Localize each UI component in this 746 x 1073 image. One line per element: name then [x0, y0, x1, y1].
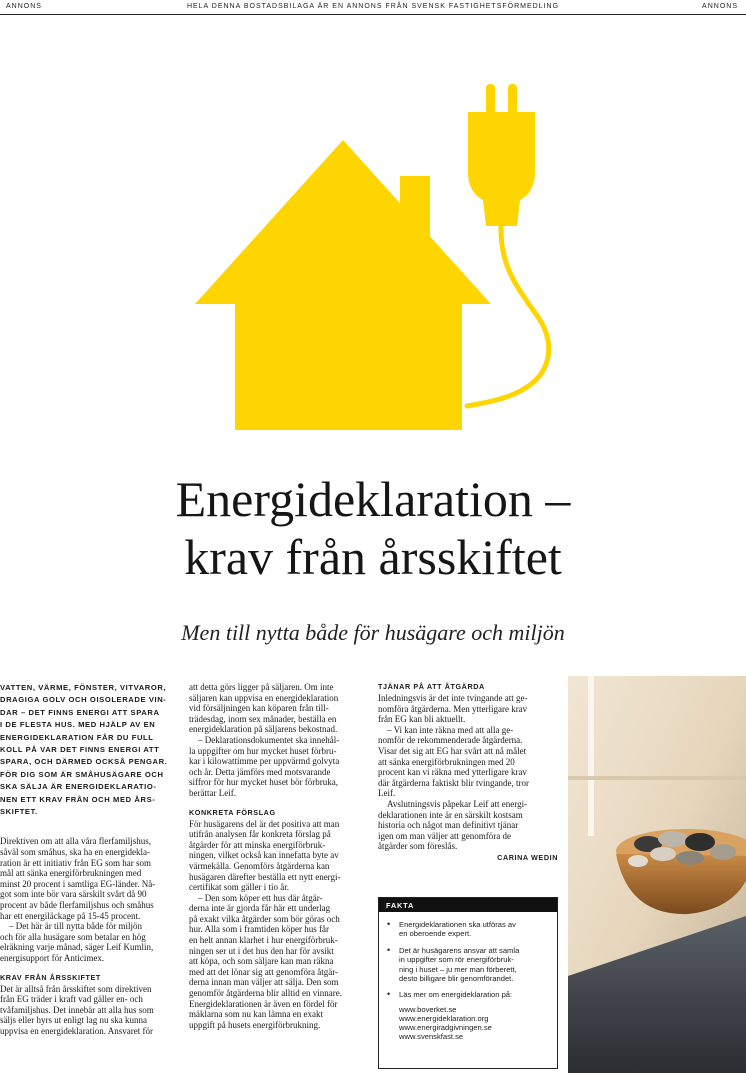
- text-line: mål att sänka energiförbrukningen med: [0, 868, 142, 879]
- ingress: [0, 682, 180, 818]
- text-line: got som inte bör vara särskilt svårt då 90: [0, 889, 147, 900]
- byline: CARINA WEDIN: [497, 852, 558, 862]
- ingress-line: SPARA, OCH DÄRMED OCKSÅ PENGAR.: [0, 757, 168, 767]
- header-right-label: ANNONS: [702, 3, 738, 10]
- fakta-list: [379, 920, 557, 1000]
- text-line: – Deklarationsdokumentet ska innehål-: [189, 734, 340, 745]
- ingress-line: I DE FLESTA HUS. MED HJÄLP AV EN: [0, 720, 156, 730]
- ingress-line: VATTEN, VÄRME, FÖNSTER, VITVAROR,: [0, 683, 167, 692]
- text-line: trädesdag, inom sex månader, beställa en: [189, 713, 337, 724]
- text-line: Direktiven om att alla våra flerfamiljshus,: [0, 836, 151, 847]
- ingress-line: SKA SÄLJA ÄR ENERGIDEKLARATIO-: [0, 782, 157, 792]
- text-line: att köpa, och som säljare kan man räkna: [189, 956, 334, 967]
- text-line: ningen ser ut i det hus den har för avsikt: [189, 945, 334, 956]
- text-line: tvåfamiljshus. Det innebär att alla hus som: [0, 1004, 154, 1015]
- fakta-item: [387, 946, 549, 984]
- text-line: att sänka energiförbrukningen med 20: [378, 756, 515, 767]
- text-line: Det är alltså från årsskiftet som direktiven: [0, 983, 152, 994]
- house-plug-illustration: [190, 80, 570, 430]
- text-line: kar i kilowattimme per uppvärmd golvyta: [189, 756, 340, 767]
- fakta-item: [387, 990, 549, 999]
- text-line: där åtgärderna faktiskt blir tvingande, tror: [378, 777, 529, 788]
- text-line: elräkning varje månad, säger Leif Kumlin,: [0, 942, 154, 953]
- body-paragraph: [0, 836, 180, 963]
- text-line: från EG träder i kraft vad gäller en- och: [0, 994, 143, 1005]
- text-line: igen om man väljer att genomföra de: [378, 830, 511, 841]
- text-line: säljs eller hyrs ut enligt lag nu ska kunna: [0, 1015, 147, 1026]
- text-line: Läs mer om energideklaration på:: [399, 990, 513, 1000]
- text-line: energideklaration på säljarens bekostnad.: [189, 724, 338, 735]
- body-paragraph: [189, 819, 368, 1031]
- ingress-line: DRAGIGA GOLV OCH OISOLERADE VIN-: [0, 695, 167, 705]
- ingress-line: SKIFTET.: [0, 807, 38, 817]
- text-line: vid försäljningen kan köparen från till-: [189, 703, 329, 714]
- text-line: Energideklarationen ska utföras av: [399, 920, 516, 929]
- headline: [0, 470, 746, 586]
- text-line: in uppgifter som rör energiförbruk-: [399, 955, 514, 965]
- house-icon: [195, 140, 491, 430]
- text-line: med att det lönar sig att genomföra åtgär-: [189, 966, 339, 977]
- text-line: en oberoende expert.: [399, 929, 472, 939]
- text-line: ningen, vilket också kan innefatta byte av: [189, 850, 339, 861]
- subheadline: Men till nytta både för husägare och miljön: [181, 620, 565, 645]
- section-heading: KONKRETA FÖRSLAG: [189, 807, 276, 817]
- text-line: har ett energiläckage på 15-45 procent.: [0, 910, 141, 921]
- text-line: Avslutningsvis påpekar Leif att energi-: [378, 798, 528, 809]
- text-line: och år. Detta jämförs med motsvarande: [189, 766, 331, 777]
- column-2: [189, 682, 368, 1030]
- text-line: Leif.: [378, 788, 396, 799]
- link-energiradgivningen: www.energiradgivningen.se: [399, 1023, 492, 1033]
- link-boverket: www.boverket.se: [399, 1004, 457, 1014]
- text-line: nomföra åtgärderna. Men ytterligare krav: [378, 703, 528, 714]
- text-line: energisupport för Anticimex.: [0, 953, 105, 963]
- header-center-label: HELA DENNA BOSTADSBILAGA ÄR EN ANNONS FRÅN SVENSK FASTIGHETSFÖRMEDLING: [186, 3, 560, 10]
- text-line: på exakt vilka åtgärder som bör göras och: [189, 913, 340, 924]
- headline-line-2: krav från årsskiftet: [184, 529, 562, 585]
- text-line: hur. Alla som i framtiden köper hus får: [189, 924, 329, 935]
- text-line: Det är husägarens ansvar att samla: [399, 945, 520, 955]
- body-paragraph: [378, 693, 558, 852]
- headline-line-1: Energideklaration –: [175, 471, 571, 527]
- text-line: och för alla husägare som betalar en hög: [0, 931, 146, 942]
- text-line: siffror för hur mycket huset bör förbruka,: [189, 777, 339, 788]
- text-line: säljaren kan uppvisa en energideklaration: [189, 692, 339, 703]
- section-heading: KRAV FRÅN ÅRSSKIFTET: [0, 972, 101, 982]
- text-line: Inledningsvis är det inte tvingande att ge-: [378, 693, 528, 703]
- text-line: certifikat som gäller i tio år.: [189, 882, 289, 893]
- text-line: från EG kan bli aktuellt.: [378, 714, 466, 725]
- fakta-item: [387, 920, 549, 939]
- top-banner: [0, 0, 746, 15]
- ingress-line: KOLL PÅ VAR DET FINNS ENERGI ATT: [0, 745, 160, 755]
- section-heading: TJÄNAR PÅ ATT ÅTGÄRDA: [378, 682, 485, 691]
- text-line: Visar det sig att EG har svårt att nå målet: [378, 745, 527, 756]
- body-paragraph: [189, 682, 368, 799]
- text-line: genomför åtgärderna blir alltid en vinnare.: [189, 988, 342, 999]
- ingress-line: NEN ETT KRAV FRÅN OCH MED ÅRS-: [0, 794, 156, 804]
- text-line: mäklarna som nu kan lämna en exakt: [189, 1009, 323, 1020]
- text-line: För husägarens del är det positiva att man: [189, 818, 340, 829]
- text-line: såväl som småhus, ska ha en energidekla-: [0, 847, 151, 858]
- ingress-line: DAR – DET FINNS ENERGI ATT SPARA: [0, 707, 160, 717]
- text-line: en helt annan klarhet i hur energiförbruk-: [189, 935, 338, 946]
- link-svenskfast: www.svenskfast.se: [399, 1032, 464, 1042]
- ingress-line: FÖR DIG SOM ÄR SMÅHUSÄGARE OCH: [0, 769, 164, 779]
- fakta-links: [379, 1005, 557, 1042]
- text-line: ning i huset – ju mer man förberett,: [399, 964, 517, 974]
- text-line: procent kan vi räkna med ytterligare krav: [378, 767, 527, 778]
- text-line: – Den som köper ett hus där åtgär-: [189, 892, 323, 903]
- text-line: husägaren därefter beställa ett nytt energi-: [189, 871, 341, 882]
- text-line: utifrån analysen får konkreta förslag på: [189, 829, 331, 840]
- text-line: Energideklarationen är även en fördel för: [189, 998, 338, 1009]
- stone-bowl-photo: [568, 676, 746, 1073]
- plug-icon: [467, 84, 549, 406]
- text-line: uppgift på husets energiförbrukning.: [189, 1019, 321, 1030]
- text-line: derna innan man väljer att sälja. Den som: [189, 977, 339, 988]
- column-1: [0, 682, 180, 1037]
- text-line: derna inte är gjorda får här ett underlag: [189, 903, 331, 914]
- link-energideklaration: www.energideklaration.org: [399, 1014, 489, 1024]
- column-3: [378, 682, 558, 864]
- body-paragraph: [0, 984, 180, 1037]
- text-line: desto billigare blir genomförandet.: [399, 974, 514, 984]
- text-line: nomför de rekommenderade åtgärderna.: [378, 735, 523, 746]
- text-line: deklarationen inte är en särskilt kostsam: [378, 809, 523, 820]
- ingress-line: ENERGIDEKLARATION FÅR DU FULL: [0, 732, 154, 742]
- text-line: åtgärder som föreslås.: [378, 841, 458, 852]
- text-line: åtgärder för att minska energiförbruk-: [189, 839, 326, 850]
- text-line: la uppgifter om hur mycket huset förbru-: [189, 745, 337, 756]
- text-line: – Det här är till nytta både för miljön: [0, 921, 142, 932]
- header-left-label: ANNONS: [6, 3, 42, 10]
- fakta-title: FAKTA: [379, 898, 557, 912]
- text-line: ration är ett initiativ från EG som har som: [0, 857, 151, 868]
- text-line: historia och något man definitivt tjänar: [378, 820, 519, 831]
- text-line: att detta görs ligger på säljaren. Om inte: [189, 682, 334, 692]
- text-line: – Vi kan inte räkna med att alla ge-: [378, 724, 514, 735]
- text-line: uppvisa en energideklaration. Ansvaret för: [0, 1025, 154, 1036]
- text-line: värmekälla. Genomförs åtgärderna kan: [189, 860, 330, 871]
- fakta-box: [378, 897, 558, 1069]
- text-line: minst 20 procent i samtliga EG-länder. Nå-: [0, 878, 156, 889]
- text-line: procent av både flerfamiljshus och småhus: [0, 900, 154, 911]
- text-line: berättar Leif.: [189, 787, 236, 798]
